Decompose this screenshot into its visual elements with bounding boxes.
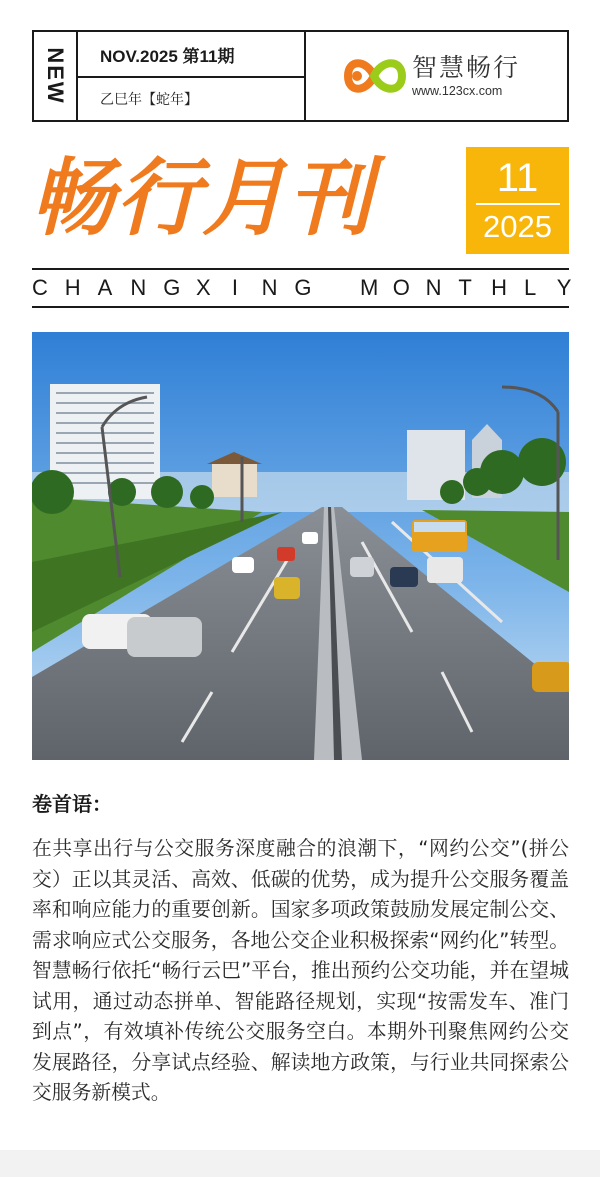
subtitle-letter: A: [97, 275, 113, 300]
subtitle-letter: M: [359, 275, 379, 300]
zodiac-line: 乙巳年【蛇年】: [100, 92, 198, 108]
badge-month: 11: [496, 156, 539, 200]
issue-badge: [466, 147, 569, 254]
magazine-title: 畅行月刊: [30, 149, 375, 247]
subtitle-letter: X: [195, 275, 211, 300]
subtitle-letter: [327, 275, 339, 301]
subtitle-letter: I: [231, 275, 238, 300]
subtitle-letter: T: [458, 275, 472, 300]
editorial-body: 在共享出行与公交服务深度融合的浪潮下，“网约公交”(拼公交）正以其灵活、高效、低碳的优势，成为提升公交服务覆盖率和响应能力的重要创新。国家多项政策鼓励发展定制公交、需求响应式公交服务，各地公交企业积极探索“网约化”转型。智慧畅行依托“畅行云巴”平台，推出预约公交功能，并在望城试用，通过动态拼单、智能路径规划，实现“按需发车、准门到点”，有效填补传统公交服务空白。本期外刊聚焦网约公交发展路径，分享试点经验、解读地方政策，与行业共同探索公交服务新模式。: [32, 837, 569, 1104]
issue-line: NOV.2025 第11期: [78, 32, 304, 78]
subtitle-letter: L: [523, 275, 537, 300]
magazine-subtitle: [32, 270, 572, 306]
subtitle-letter: N: [130, 275, 147, 300]
infinity-logo-icon: [344, 51, 408, 101]
issue-info: [78, 32, 306, 120]
brand-logo[interactable]: [306, 32, 567, 120]
new-label: NEW: [43, 47, 68, 105]
footer-band: [0, 1150, 600, 1177]
brand-url[interactable]: www.123cx.com: [412, 84, 503, 98]
subtitle-letter: C: [32, 275, 48, 300]
badge-year: 2025: [483, 209, 552, 244]
subtitle-letter: O: [392, 275, 410, 300]
subtitle-letter: N: [261, 275, 278, 300]
subtitle-letter: N: [425, 275, 442, 300]
masthead: [32, 30, 569, 122]
new-tag: [34, 32, 78, 120]
brand-name: 智慧畅行: [412, 53, 521, 82]
subtitle-letter: H: [64, 275, 81, 300]
highway-traffic-photo: [32, 332, 569, 760]
subtitle-letter: Y: [556, 275, 572, 300]
subtitle-letter: G: [294, 275, 312, 300]
subtitle-rule-bottom: [32, 306, 569, 308]
subtitle-letter: H: [491, 275, 508, 300]
editorial-heading: 卷首语：: [32, 792, 112, 816]
subtitle-letter: G: [163, 275, 181, 300]
